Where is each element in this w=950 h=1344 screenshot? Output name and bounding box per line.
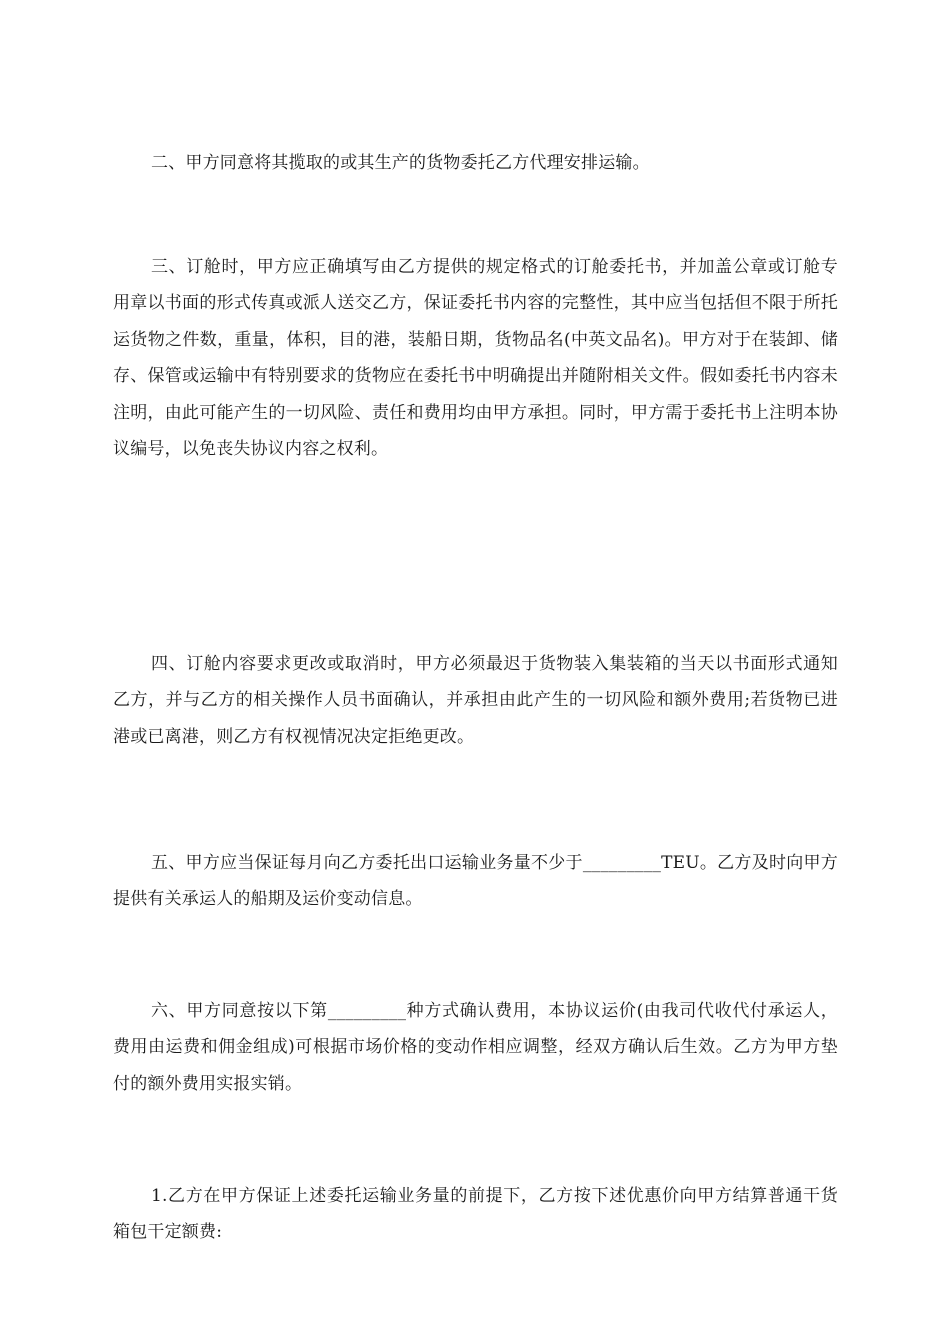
clause-4-paragraph: 四、订舱内容要求更改或取消时，甲方必须最迟于货物装入集装箱的当天以书面形式通知乙方，并与乙方的相关操作人员书面确认，并承担由此产生的一切风险和额外费用;若货物已进港或已离港，则乙方有权视情况决定拒绝更改。 xyxy=(113,654,838,747)
clause-6-paragraph: 六、甲方同意按以下第_________种方式确认费用，本协议运价(由我司代收代付承运人，费用由运费和佣金组成)可根据市场价格的变动作相应调整，经双方确认后生效。乙方为甲方垫付的额外费用实报实销。 xyxy=(113,1001,838,1094)
clause-3-paragraph: 三、订舱时，甲方应正确填写由乙方提供的规定格式的订舱委托书，并加盖公章或订舱专用章以书面的形式传真或派人送交乙方，保证委托书内容的完整性，其中应当包括但不限于所托运货物之件数，重量，体积，目的港，装船日期，货物品名(中英文品名)。甲方对于在装卸、储存、保管或运输中有特别要求的货物应在委托书中明确提出并随附相关文件。假如委托书内容未注明，由此可能产生的一切风险、责任和费用均由甲方承担。同时，甲方需于委托书上注明本协议编号，以免丧失协议内容之权利。 xyxy=(113,257,838,460)
clause-6-item-1-paragraph: 1.乙方在甲方保证上述委托运输业务量的前提下，乙方按下述优惠价向甲方结算普通干货箱包干定额费: xyxy=(113,1186,838,1243)
clause-2-paragraph: 二、甲方同意将其揽取的或其生产的货物委托乙方代理安排运输。 xyxy=(151,153,650,173)
clause-5-paragraph: 五、甲方应当保证每月向乙方委托出口运输业务量不少于_________TEU。乙方及时向甲方提供有关承运人的船期及运价变动信息。 xyxy=(113,853,838,910)
